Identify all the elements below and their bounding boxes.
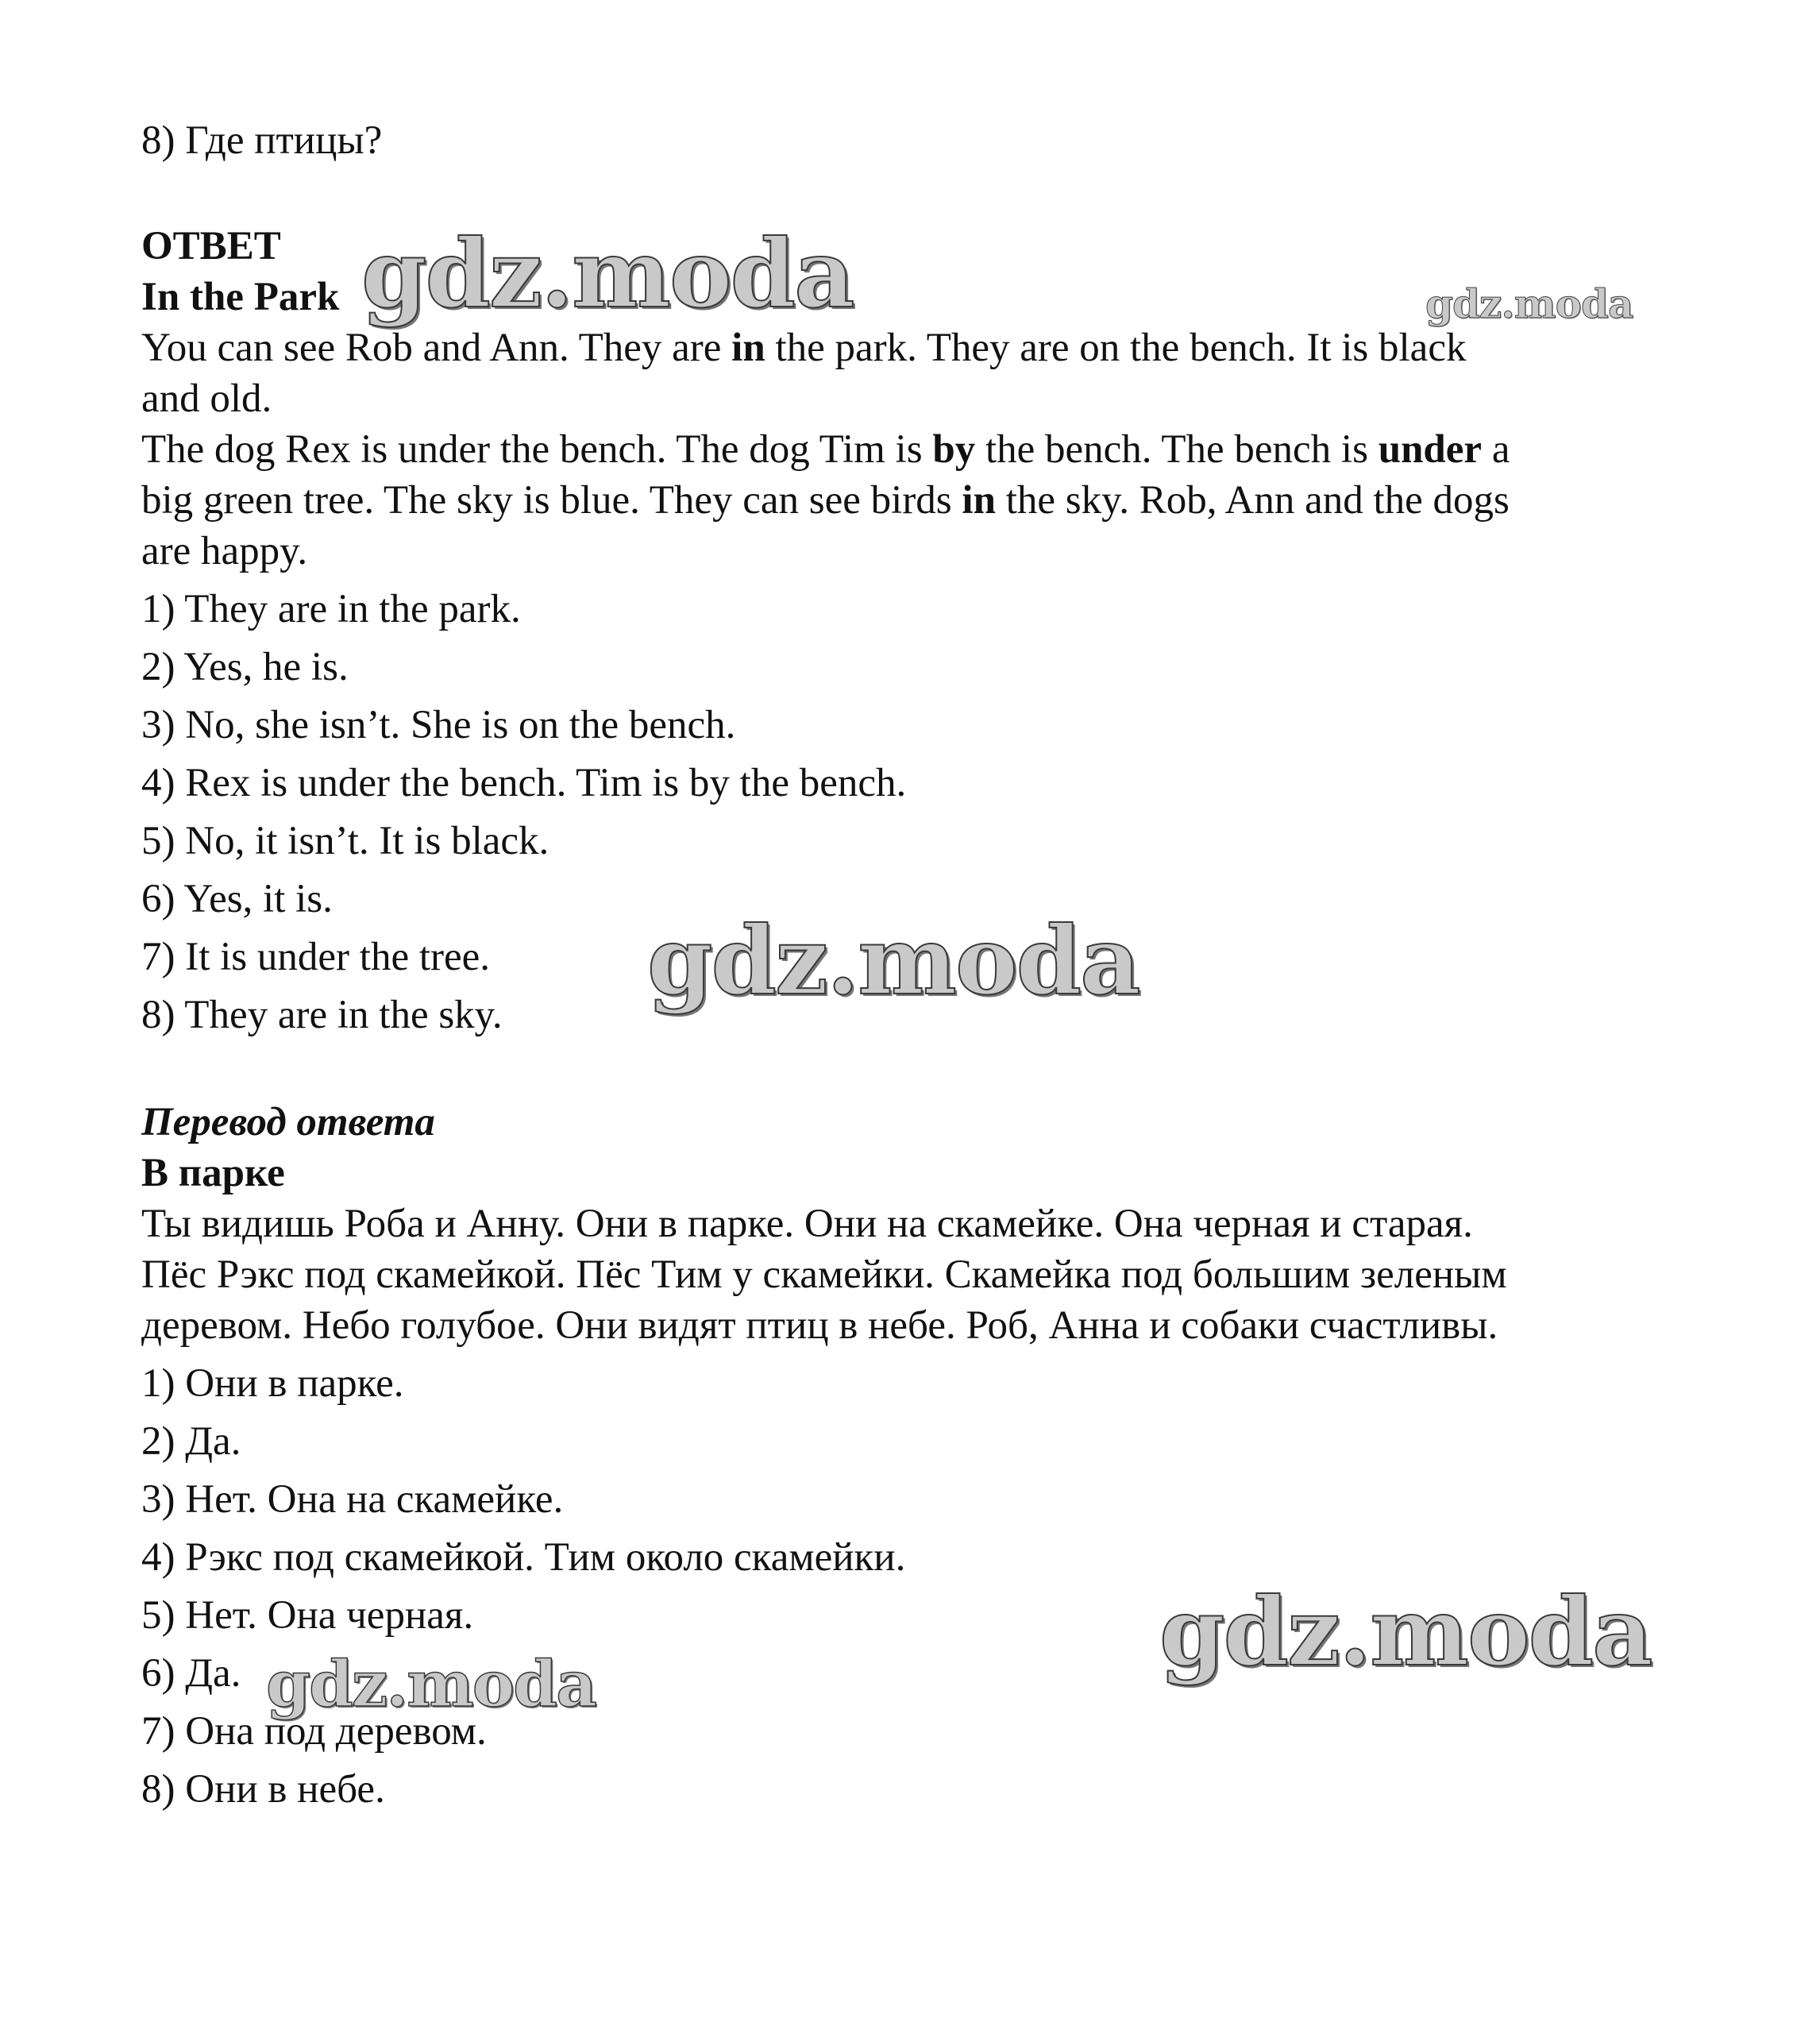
story-line-4 [141, 475, 1510, 526]
text-run: the bench. The bench is [975, 427, 1378, 472]
watermark: gdz.moda [1425, 280, 1633, 327]
translation-item-4: 4) Рэкс под скамейкой. Тим около скамейки. [141, 1535, 906, 1580]
text-run: the sky. Rob, Ann and the dogs [995, 478, 1510, 523]
answer-item-3: 3) No, she isn’t. She is on the bench. [141, 703, 736, 747]
question-8: 8) Где птицы? [141, 118, 383, 163]
story-line-1 [141, 322, 1466, 373]
text-run: big green tree. The sky is blue. They can see birds [141, 478, 962, 523]
answer-item-4: 4) Rex is under the bench. Tim is by the bench. [141, 761, 907, 805]
translation-item-8: 8) Они в небе. [141, 1767, 385, 1812]
translation-title: В парке [141, 1151, 285, 1195]
translation-line-2: Пёс Рэкс под скамейкой. Пёс Тим у скамейки. Скамейка под большим зеленым [141, 1252, 1507, 1297]
translation-heading: Перевод ответа [141, 1100, 435, 1144]
translation-line-3: деревом. Небо голубое. Они видят птиц в небе. Роб, Анна и собаки счастливы. [141, 1303, 1498, 1348]
answer-item-8: 8) They are in the sky. [141, 993, 503, 1037]
translation-item-7: 7) Она под деревом. [141, 1709, 487, 1754]
answer-item-1: 1) They are in the park. [141, 587, 521, 631]
bold-word: in [731, 326, 765, 370]
watermark: gdz.moda [1159, 1577, 1652, 1687]
watermark: gdz.moda [361, 218, 854, 329]
translation-item-5: 5) Нет. Она черная. [141, 1593, 474, 1638]
answer-item-2: 2) Yes, he is. [141, 645, 349, 689]
bold-word: by [932, 427, 976, 472]
translation-item-1: 1) Они в парке. [141, 1361, 404, 1406]
answer-item-7: 7) It is under the tree. [141, 935, 491, 979]
story-line-5: are happy. [141, 529, 308, 573]
story-title: In the Park [141, 275, 340, 319]
text-run: the park. They are on the bench. It is black [765, 326, 1467, 370]
translation-item-3: 3) Нет. Она на скамейке. [141, 1477, 564, 1522]
bold-word: under [1378, 427, 1483, 472]
translation-item-2: 2) Да. [141, 1419, 241, 1464]
translation-line-1: Ты видишь Роба и Анну. Они в парке. Они на скамейке. Она черная и старая. [141, 1202, 1473, 1246]
story-line-2: and old. [141, 376, 272, 421]
text-run: The dog Rex is under the bench. The dog Tim is [141, 427, 933, 472]
watermark: gdz.moda [266, 1646, 596, 1721]
story-line-3 [141, 424, 1510, 475]
answer-item-6: 6) Yes, it is. [141, 877, 333, 921]
text-run: You can see Rob and Ann. They are [141, 326, 732, 370]
answer-item-5: 5) No, it isn’t. It is black. [141, 819, 549, 863]
bold-word: in [962, 478, 996, 523]
text-run: a [1482, 427, 1510, 472]
translation-item-6: 6) Да. [141, 1651, 241, 1696]
answer-heading: ОТВЕТ [141, 224, 281, 268]
watermark: gdz.moda [647, 905, 1139, 1016]
